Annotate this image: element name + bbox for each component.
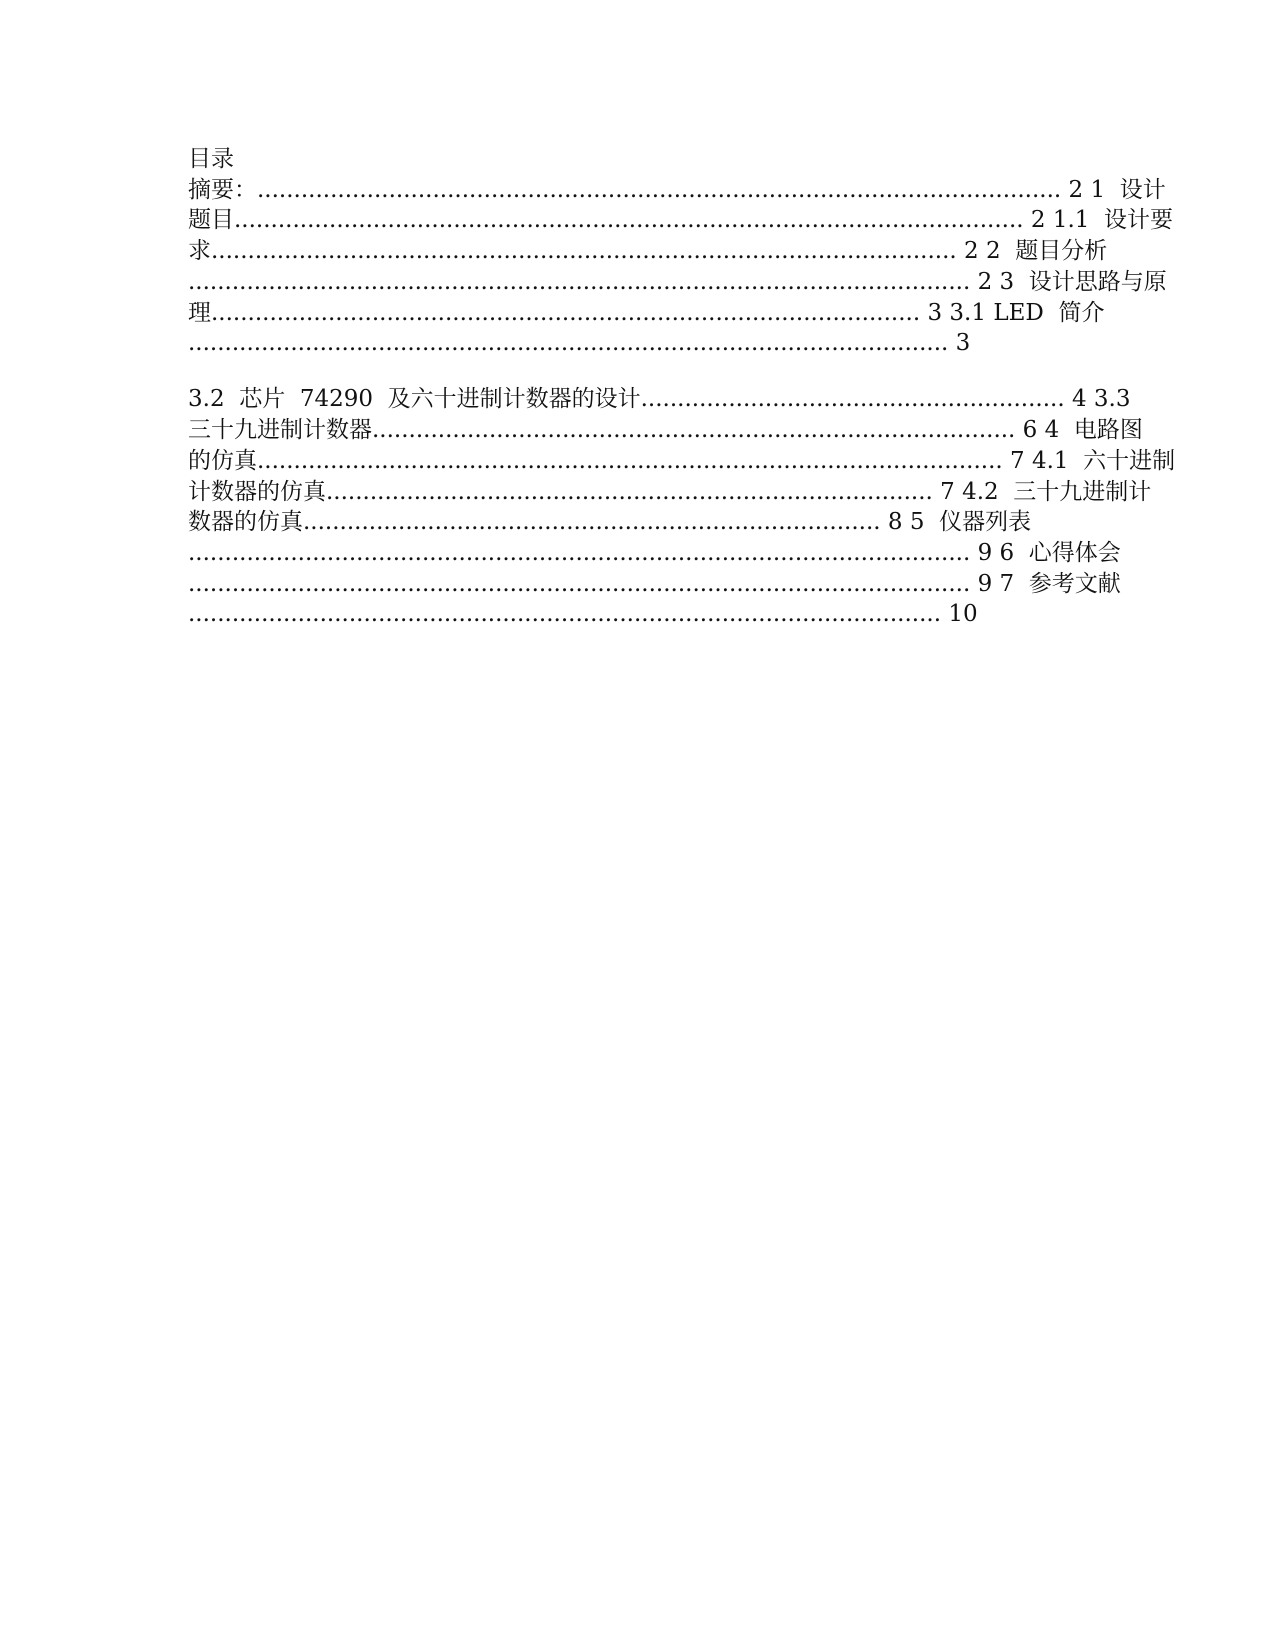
toc-line: 的仿真...................................................................................................... 7 4.1 六十进制 <box>188 448 1176 474</box>
toc-line: 题目............................................................................................................ 2 1.1 设计要 <box>188 207 1174 233</box>
toc-line: 理................................................................................................. 3 3.1 LED 简介 <box>188 300 1105 326</box>
toc-line: 摘要：.............................................................................................................. 2 1 设计 <box>188 177 1166 203</box>
toc-line: ........................................................................................................... 2 3 设计思路与原 <box>188 269 1167 295</box>
toc-title: 目录 <box>188 146 234 172</box>
toc-line: 数器的仿真............................................................................... 8 5 仪器列表 <box>188 509 1032 535</box>
toc-line: 计数器的仿真................................................................................... 7 4.2 三十九进制计 <box>188 479 1152 505</box>
toc-line: ....................................................................................................... 10 <box>188 601 978 627</box>
toc-line: ........................................................................................................ 3 <box>188 330 971 356</box>
toc-line: 求...................................................................................................... 2 2 题目分析 <box>188 238 1108 264</box>
toc-line: 三十九进制计数器........................................................................................ 6 4 电路图 <box>188 417 1143 443</box>
toc-line: ........................................................................................................... 9 7 参考文献 <box>188 571 1121 597</box>
toc-line: 3.2 芯片 74290 及六十进制计数器的设计.......................................................... 4 3.3 <box>188 386 1131 412</box>
toc-line: ........................................................................................................... 9 6 心得体会 <box>188 540 1121 566</box>
